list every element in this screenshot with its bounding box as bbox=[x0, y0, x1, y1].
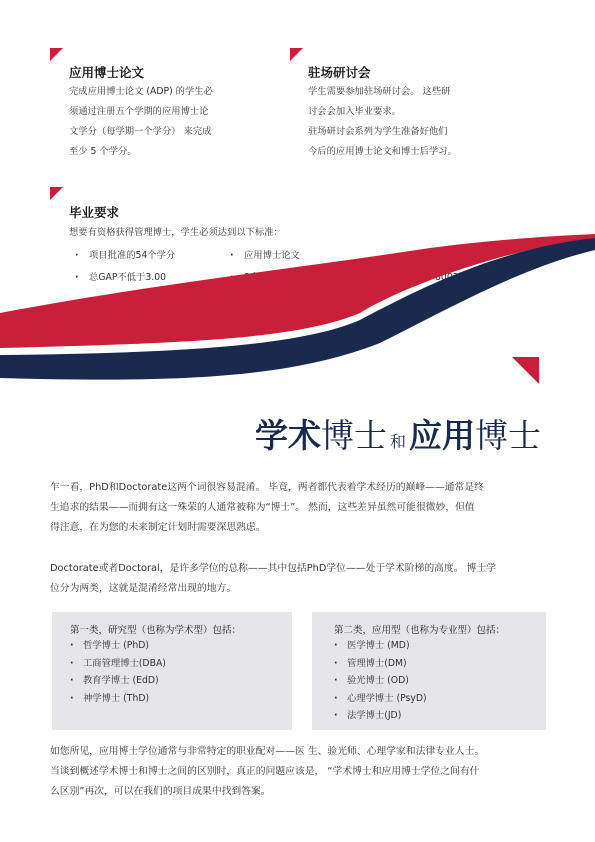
list-item: · 应用博士论文 bbox=[230, 245, 462, 267]
residency-description bbox=[308, 82, 457, 162]
adp-line: 文学分（每学期一个学分） 来完成 bbox=[69, 126, 212, 137]
intro-line: 得注意，在为您的未来制定计划时需要深思熟虑。 bbox=[50, 522, 266, 533]
closing-line: 如您所见，应用博士学位通常与非常特定的职业配对——医 生、验光师、心理学家和法律专业人士。 bbox=[50, 746, 485, 757]
graduation-title: 毕业要求 bbox=[69, 205, 120, 220]
title-academic: 学术 bbox=[254, 416, 321, 455]
heading-corner-marker bbox=[512, 357, 539, 384]
adp-line: 至少 5 个学分。 bbox=[69, 146, 137, 157]
residency-title: 驻场研讨会 bbox=[308, 65, 371, 80]
list-item: · 验光博士 (OD) bbox=[334, 672, 427, 690]
list-item: · 工商管理博士(DBA) bbox=[70, 655, 166, 673]
residency-line: 学生需要参加驻场研讨会。 这些研 bbox=[308, 86, 451, 97]
list-item: · 心理学博士 (PsyD) bbox=[334, 690, 427, 708]
residency-line: 今后的应用博士论文和博士后学习。 bbox=[308, 146, 457, 157]
list-item: · 管理博士(DM) bbox=[334, 655, 427, 673]
academic-box-heading: 第一类，研究型（也称为学术型）包括： bbox=[70, 625, 242, 636]
graduation-intro: 想要有资格获得管理博士，学生必须达到以下标准： bbox=[69, 227, 283, 238]
closing-line: 当谈到概述学术博士和博士之间的区别时，真正的问题应该是， “学术博士和应用博士学位之间有什 bbox=[50, 766, 480, 777]
list-item: · 神学博士 (ThD) bbox=[70, 690, 166, 708]
list-item: · 哲学博士 (PhD) bbox=[70, 637, 166, 655]
residency-line: 驻场研讨会系列为学生准备好他们 bbox=[308, 126, 448, 137]
adp-description bbox=[69, 82, 213, 162]
adp-corner-marker bbox=[50, 48, 63, 61]
adp-line: 须通过注册五个学期的应用博士论 bbox=[69, 106, 209, 117]
decorative-swoosh bbox=[0, 228, 595, 388]
closing-line: 么区别”再次，可以在我们的项目成果中找到答案。 bbox=[50, 786, 271, 797]
professional-box-list bbox=[334, 637, 427, 725]
doctorate-line: Doctorate或者Doctoral，是许多学位的总称——其中包括PhD学位——处于学术阶梯的高度。 博士学 bbox=[50, 563, 497, 574]
title-doctor-2: 博士 bbox=[475, 416, 541, 455]
list-item: · 教育学博士 (EdD) bbox=[70, 672, 166, 690]
title-doctor-1: 博士 bbox=[320, 416, 387, 455]
swoosh-red-band bbox=[0, 234, 595, 348]
title-and: 和 bbox=[389, 432, 406, 451]
title-applied: 应用 bbox=[409, 416, 475, 455]
residency-line: 讨会会加入毕业要求。 bbox=[308, 106, 401, 117]
academic-box-list bbox=[70, 637, 166, 707]
page-title bbox=[255, 410, 541, 457]
adp-line: 完成应用博士论文 (ADP) 的学生必 bbox=[69, 86, 213, 97]
intro-line: 乍一看，PhD和Doctorate这两个词很容易混淆。 毕竟，两者都代表着学术经历的巅峰——通常是终 bbox=[50, 482, 484, 493]
doctorate-paragraph bbox=[50, 559, 550, 599]
list-item: · 法学博士(JD) bbox=[334, 707, 427, 725]
list-item: · 医学博士 (MD) bbox=[334, 637, 427, 655]
doctorate-line: 位分为两类，这就是混淆经常出现的地方。 bbox=[50, 583, 237, 594]
residency-corner-marker bbox=[290, 48, 303, 61]
intro-line: 生追求的结果——而拥有这一殊荣的人通常被称为“博士”。 然而，这些差异虽然可能很微妙，但值 bbox=[50, 502, 475, 513]
closing-paragraph bbox=[50, 742, 550, 802]
adp-title: 应用博士论文 bbox=[69, 65, 145, 80]
graduation-corner-marker bbox=[50, 187, 63, 200]
list-item: · 总GAP不低于3.00 bbox=[75, 267, 175, 289]
professional-box-heading: 第二类，应用型（也称为专业型）包括： bbox=[334, 625, 506, 636]
list-item: · 项目批准的54个学分 bbox=[75, 245, 175, 267]
intro-paragraph bbox=[50, 478, 550, 538]
